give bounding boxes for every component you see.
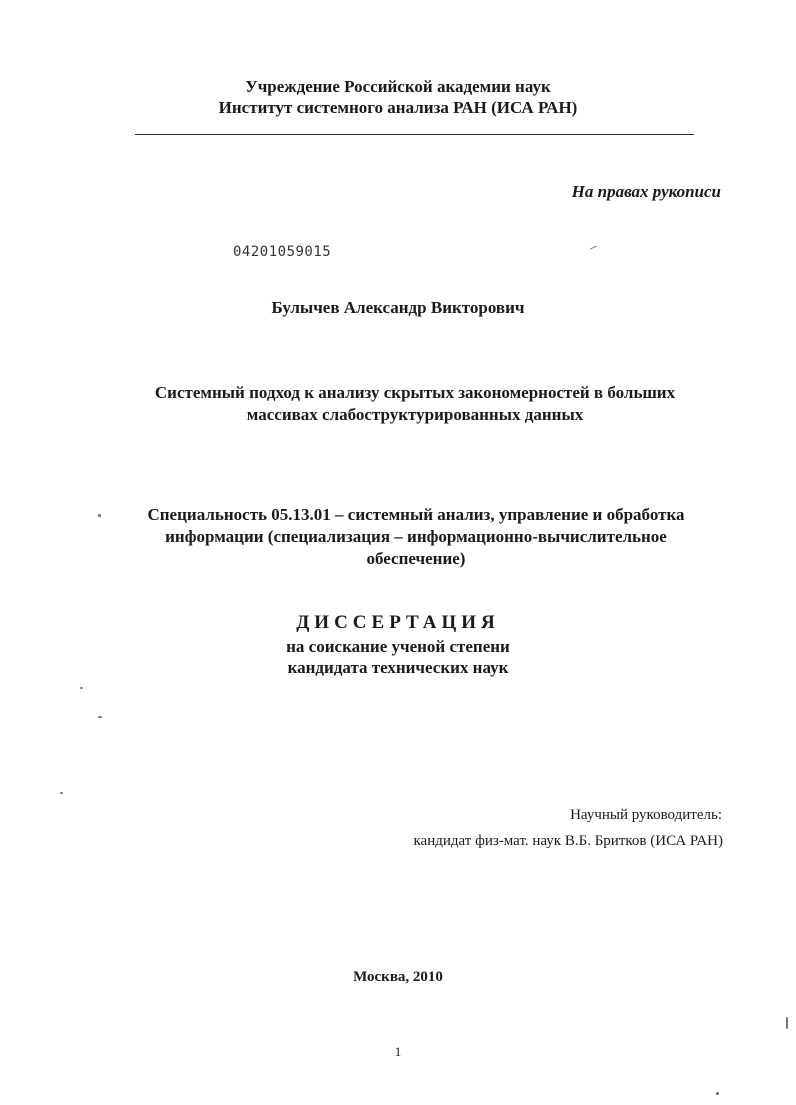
header-divider: [135, 134, 694, 135]
scan-speck: [60, 792, 63, 794]
specialty-line: Специальность 05.13.01 – системный анализ, управление и обработка: [147, 505, 685, 524]
dissertation-heading: ДИССЕРТАЦИЯ: [296, 612, 500, 633]
thesis-title-line: Системный подход к анализу скрытых закономерностей в больших: [154, 383, 676, 402]
degree-line: на соискание ученой степени: [286, 637, 510, 656]
author-name: Булычев Александр Викторович: [271, 298, 525, 317]
supervisor-name: кандидат физ-мат. наук В.Б. Бритков (ИСА РАН): [413, 833, 723, 849]
scan-speck: [590, 246, 597, 250]
thesis-title: [60, 382, 770, 426]
degree-line: кандидата технических наук: [287, 658, 509, 677]
specialty-block: [60, 504, 772, 570]
institution-name: Учреждение Российской академии наук: [245, 77, 551, 96]
specialty-line: обеспечение): [366, 549, 466, 568]
scan-speck: [98, 716, 102, 718]
manuscript-note: На правах рукописи: [571, 182, 721, 201]
thesis-title-line: массивах слабоструктурированных данных: [246, 405, 584, 424]
scan-speck: [786, 1017, 788, 1029]
specialty-line: информации (специализация – информационно-вычислительное: [165, 527, 667, 546]
supervisor-label: Научный руководитель:: [570, 807, 722, 823]
scan-speck: [80, 687, 83, 689]
page-number: 1: [394, 1044, 402, 1059]
library-stamp-number: 04201059015: [233, 244, 332, 260]
scan-speck: [98, 514, 101, 517]
city-year: Москва, 2010: [353, 969, 443, 985]
institute-name: Институт системного анализа РАН (ИСА РАН): [218, 98, 578, 117]
scan-speck: [716, 1092, 719, 1095]
